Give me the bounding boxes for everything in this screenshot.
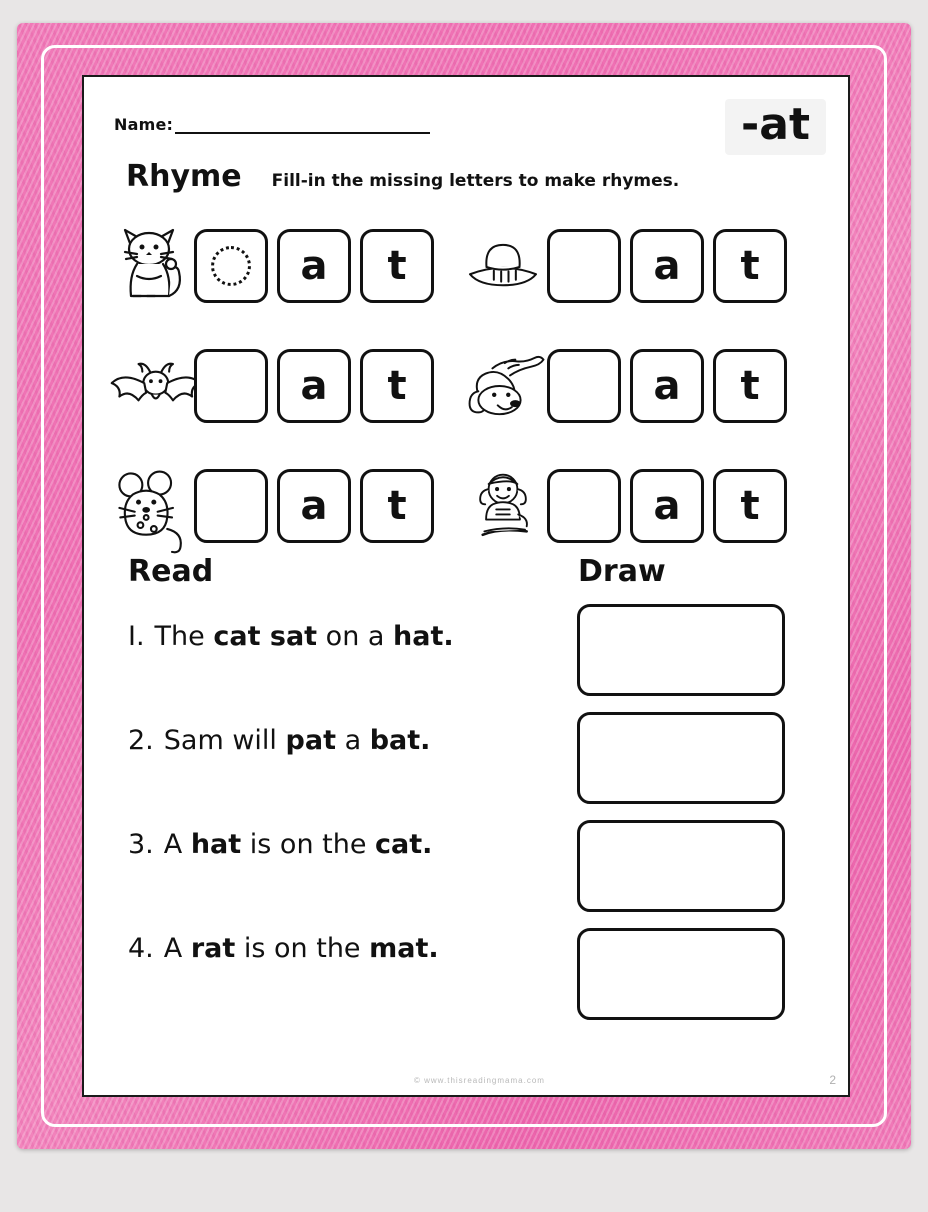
read-sentence — [128, 934, 558, 1038]
name-label: Name: — [114, 115, 174, 134]
letter-box: a — [277, 349, 351, 423]
sentence-list — [128, 622, 558, 1038]
letter-box: t — [713, 469, 787, 543]
draw-box-list — [577, 604, 785, 1036]
letter-blank-box[interactable] — [194, 469, 268, 543]
letter-box: a — [630, 349, 704, 423]
letter-box: t — [713, 229, 787, 303]
letter-blank-box[interactable] — [547, 349, 621, 423]
sentence-word: on a — [317, 621, 394, 652]
sentence-word-bold: hat — [190, 829, 242, 860]
letter-box: a — [630, 469, 704, 543]
sentence-word: a — [335, 725, 370, 756]
letter-blank-box[interactable] — [547, 229, 621, 303]
rhyme-grid — [106, 212, 832, 572]
name-input-line[interactable] — [175, 117, 430, 134]
rhyme-title: Rhyme — [126, 159, 242, 194]
sentence-word: is on the — [235, 933, 370, 964]
letter-box: t — [360, 229, 434, 303]
rat-icon — [106, 458, 194, 554]
rhyme-row — [106, 452, 832, 560]
sentence-word-bold: cat. — [375, 829, 433, 860]
pat-dog-icon — [459, 338, 547, 434]
page-number: 2 — [829, 1073, 836, 1087]
sentence-text — [164, 934, 439, 964]
letter-blank-box[interactable] — [547, 469, 621, 543]
rhyme-word-group — [106, 218, 443, 314]
letter-box: a — [630, 229, 704, 303]
dotted-circle-hint-icon — [211, 246, 251, 286]
read-heading: Read — [128, 554, 214, 589]
sentence-word-bold: bat. — [369, 725, 431, 756]
letter-blank-box[interactable] — [194, 229, 268, 303]
read-sentence — [128, 726, 558, 830]
draw-box[interactable] — [577, 604, 785, 696]
letter-blank-box[interactable] — [194, 349, 268, 423]
letter-box: t — [713, 349, 787, 423]
rhyme-instructions: Fill-in the missing letters to make rhymes. — [271, 171, 680, 191]
sentence-word: A — [163, 829, 191, 860]
bat-icon — [106, 338, 194, 434]
rhyme-word-group — [106, 338, 443, 434]
credit-text: © www.thisreadingmama.com — [414, 1076, 545, 1085]
girl-on-mat-icon — [459, 458, 547, 554]
letter-box: t — [360, 469, 434, 543]
name-field-row — [114, 115, 430, 134]
draw-box[interactable] — [577, 928, 785, 1020]
sentence-word-bold: rat — [190, 933, 236, 964]
read-sentence — [128, 830, 558, 934]
read-sentence — [128, 622, 558, 726]
rhyme-row — [106, 212, 832, 320]
worksheet-sheet — [82, 75, 850, 1097]
letter-box: a — [277, 229, 351, 303]
sentence-text — [155, 622, 454, 652]
letter-box: t — [360, 349, 434, 423]
sentence-number: 3. — [128, 829, 154, 860]
sentence-word-bold: cat sat — [213, 621, 318, 652]
sentence-text — [164, 726, 431, 756]
sentence-word-bold: hat. — [393, 621, 454, 652]
sentence-word-bold: mat. — [369, 933, 439, 964]
rhyme-word-group — [106, 458, 443, 554]
pink-paper-frame — [17, 23, 911, 1149]
sentence-word: A — [163, 933, 191, 964]
sentence-text — [164, 830, 433, 860]
draw-box[interactable] — [577, 712, 785, 804]
word-family-badge: -at — [725, 99, 826, 155]
sentence-number: 2. — [128, 725, 154, 756]
draw-box[interactable] — [577, 820, 785, 912]
sentence-word: Sam will — [163, 725, 286, 756]
letter-box: a — [277, 469, 351, 543]
draw-heading: Draw — [578, 554, 666, 589]
sentence-word: The — [154, 621, 214, 652]
cat-icon — [106, 218, 194, 314]
rhyme-row — [106, 332, 832, 440]
rhyme-word-group — [459, 338, 796, 434]
rhyme-word-group — [459, 458, 796, 554]
rhyme-word-group — [459, 218, 796, 314]
sentence-number: 4. — [128, 933, 154, 964]
sentence-word: is on the — [241, 829, 376, 860]
hat-icon — [459, 218, 547, 314]
sentence-number: I. — [128, 621, 145, 652]
rhyme-header — [126, 159, 679, 194]
sentence-word-bold: pat — [285, 725, 336, 756]
